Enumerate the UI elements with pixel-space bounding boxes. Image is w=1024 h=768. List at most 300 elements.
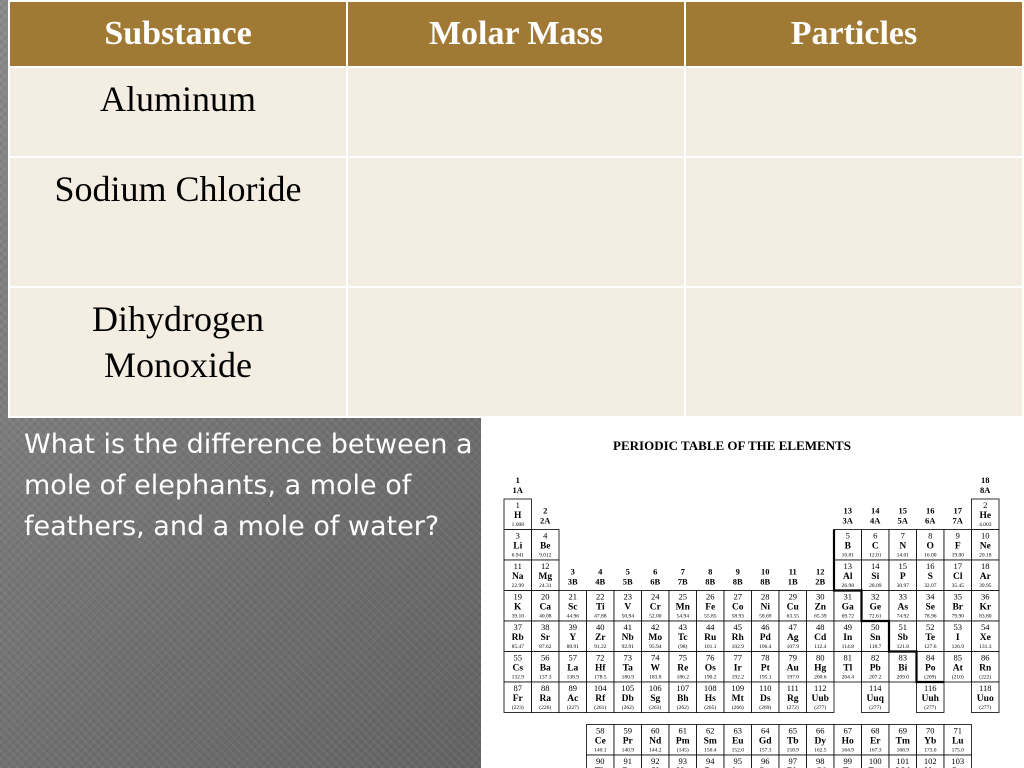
group-label: 8B xyxy=(760,576,771,587)
element-mass: 138.9 xyxy=(566,674,579,681)
element-number: 24 xyxy=(651,591,660,602)
element-symbol: Y xyxy=(569,633,577,643)
element-number: 73 xyxy=(623,652,632,663)
element-symbol: Al xyxy=(843,572,853,582)
element-number: 31 xyxy=(843,591,852,602)
element-mass: (210) xyxy=(951,674,964,681)
element-symbol: Sc xyxy=(568,602,578,613)
element-symbol: Pt xyxy=(760,663,770,674)
element-number: 1 xyxy=(515,500,520,510)
element-number: 53 xyxy=(953,622,962,632)
element-mass: (277) xyxy=(814,705,827,711)
element-symbol: Br xyxy=(952,602,964,613)
element-symbol: Xe xyxy=(979,633,991,643)
element-mass: 112.4 xyxy=(814,644,827,650)
header-substance: Substance xyxy=(9,1,347,67)
element-symbol: Ba xyxy=(539,663,551,674)
element-mass: 19.00 xyxy=(951,552,964,559)
element-symbol: Er xyxy=(869,736,881,747)
element-number: 26 xyxy=(706,591,715,602)
element-number: 64 xyxy=(761,725,770,736)
element-symbol: As xyxy=(897,602,909,613)
element-number: 70 xyxy=(926,725,935,736)
element-number: 61 xyxy=(678,725,687,736)
element-number: 12 xyxy=(541,561,550,571)
element-mass: 173.0 xyxy=(924,747,937,754)
element-number: 59 xyxy=(623,725,632,736)
group-label: 4B xyxy=(595,576,606,587)
element-number: 20 xyxy=(541,591,550,602)
element-number: 75 xyxy=(678,652,687,663)
element-symbol: Hs xyxy=(704,694,716,704)
element-symbol: K xyxy=(514,602,522,613)
group-label: 5B xyxy=(622,576,633,587)
element-mass: (277) xyxy=(979,705,992,711)
element-number: 6 xyxy=(873,530,878,541)
element-symbol: Sn xyxy=(869,633,881,643)
element-mass: 209.0 xyxy=(896,674,909,681)
element-symbol: Tb xyxy=(786,736,799,747)
element-number: 114 xyxy=(869,683,882,693)
element-number: 111 xyxy=(786,683,799,693)
element-number: 108 xyxy=(703,683,717,693)
element-symbol: Ar xyxy=(979,572,991,582)
element-symbol: Au xyxy=(786,663,799,674)
element-number: 71 xyxy=(953,725,962,736)
element-mass: 39.95 xyxy=(979,583,992,589)
element-mass: 26.98 xyxy=(841,583,854,589)
element-mass: 50.94 xyxy=(621,613,634,620)
element-symbol: Cu xyxy=(786,602,799,613)
element-mass: 200.6 xyxy=(814,674,827,681)
element-number: 43 xyxy=(678,622,687,632)
element-number: 89 xyxy=(568,683,577,693)
element-mass: 186.2 xyxy=(676,674,689,681)
element-number: 69 xyxy=(898,725,907,736)
element-symbol: Zr xyxy=(594,633,606,643)
element-mass: 157.3 xyxy=(759,747,772,754)
element-number: 51 xyxy=(898,622,907,632)
element-symbol: Db xyxy=(621,694,634,704)
element-number: 44 xyxy=(706,622,715,632)
element-mass: 175.0 xyxy=(951,747,964,754)
element-number: 104 xyxy=(593,683,607,693)
element-number: 82 xyxy=(871,652,880,663)
element-number: 79 xyxy=(788,652,797,663)
element-mass: 58.93 xyxy=(731,613,744,620)
element-number: 93 xyxy=(678,756,687,766)
data-table xyxy=(8,0,1024,418)
element-number: 57 xyxy=(568,652,577,663)
element-mass: 192.2 xyxy=(731,674,744,681)
element-number: 9 xyxy=(955,530,960,541)
element-mass: (223) xyxy=(511,705,524,711)
element-symbol: Tc xyxy=(677,633,688,643)
element-number: 88 xyxy=(541,683,550,693)
element-mass: 14.01 xyxy=(896,552,909,559)
element-number: 28 xyxy=(761,591,770,602)
element-symbol: Uuo xyxy=(976,694,994,704)
element-symbol: Mn xyxy=(675,602,690,613)
element-mass: 140.1 xyxy=(594,747,607,754)
group-label: 5 xyxy=(625,566,630,577)
element-mass: (98) xyxy=(678,644,688,650)
element-symbol: Ga xyxy=(841,602,854,613)
element-symbol: Bh xyxy=(676,694,689,704)
element-number: 3 xyxy=(515,530,520,541)
element-mass: 132.9 xyxy=(511,674,524,681)
element-symbol: Yb xyxy=(924,736,937,747)
element-symbol: At xyxy=(952,663,963,674)
element-mass: 74.92 xyxy=(896,613,909,620)
element-mass: (261) xyxy=(594,705,607,711)
element-mass: (263) xyxy=(649,705,662,711)
element-number: 35 xyxy=(953,591,962,602)
group-label: 2A xyxy=(540,515,551,526)
element-symbol: Rh xyxy=(731,633,744,643)
element-symbol: In xyxy=(843,633,853,643)
element-symbol: Be xyxy=(539,541,551,552)
element-mass: (226) xyxy=(539,705,552,711)
element-mass: 144.2 xyxy=(649,747,662,754)
element-mass: 197.0 xyxy=(786,674,799,681)
group-label: 8 xyxy=(708,566,713,577)
element-symbol: Si xyxy=(871,572,880,582)
element-mass: 150.4 xyxy=(704,747,717,754)
element-number: 94 xyxy=(706,756,715,766)
element-mass: 140.9 xyxy=(621,747,634,754)
element-number: 78 xyxy=(761,652,770,663)
group-label: 1 xyxy=(515,475,520,485)
element-symbol: Dy xyxy=(814,736,827,747)
element-mass: 83.80 xyxy=(979,613,992,620)
group-label: 8B xyxy=(705,576,716,587)
element-symbol: Se xyxy=(925,602,935,613)
periodic-table-title: PERIODIC TABLE OF THE ELEMENTS xyxy=(613,438,851,453)
element-number: 118 xyxy=(979,683,992,693)
element-number: 92 xyxy=(651,756,660,766)
element-number: 46 xyxy=(761,622,770,632)
element-mass: 88.91 xyxy=(566,644,579,650)
group-label: 8B xyxy=(732,576,743,587)
element-number: 67 xyxy=(843,725,852,736)
molar-mass-cell xyxy=(347,67,685,157)
element-symbol: Pd xyxy=(759,633,771,643)
element-mass: (277) xyxy=(869,705,882,711)
group-label: 18 xyxy=(981,475,990,485)
element-number: 22 xyxy=(596,591,605,602)
element-number: 97 xyxy=(788,756,797,766)
element-number: 15 xyxy=(898,561,907,571)
element-mass: 101.1 xyxy=(704,644,717,650)
element-mass: 85.47 xyxy=(511,644,524,650)
element-number: 81 xyxy=(843,652,852,663)
element-number: 36 xyxy=(981,591,990,602)
group-label: 1A xyxy=(512,485,523,495)
element-symbol: Mg xyxy=(538,572,553,582)
element-symbol: O xyxy=(926,541,934,552)
element-number: 58 xyxy=(596,725,605,736)
element-symbol: Sb xyxy=(897,633,909,643)
element-mass: 54.94 xyxy=(676,613,689,620)
element-number: 74 xyxy=(651,652,660,663)
element-mass: 78.96 xyxy=(924,613,937,620)
group-label: 1B xyxy=(787,576,798,587)
element-symbol: Ag xyxy=(786,633,799,643)
element-number: 60 xyxy=(651,725,660,736)
element-symbol: Ne xyxy=(979,541,991,552)
element-mass: 22.99 xyxy=(511,583,524,589)
element-symbol: Ta xyxy=(622,663,633,674)
element-number: 27 xyxy=(733,591,742,602)
element-mass: 65.39 xyxy=(814,613,827,620)
element-mass: 168.9 xyxy=(896,747,909,754)
group-label: 3B xyxy=(567,576,578,587)
element-mass: 204.4 xyxy=(841,674,854,681)
element-mass: 106.4 xyxy=(759,644,772,650)
element-number: 17 xyxy=(953,561,962,571)
element-mass: 44.96 xyxy=(566,613,579,620)
element-symbol: P xyxy=(899,572,906,582)
element-number: 38 xyxy=(541,622,550,632)
element-mass: 6.941 xyxy=(511,552,524,559)
element-number: 47 xyxy=(788,622,797,632)
group-label: 9 xyxy=(735,566,740,577)
element-number: 29 xyxy=(788,591,797,602)
element-symbol: Ge xyxy=(869,602,882,613)
element-symbol: Rf xyxy=(595,694,606,704)
element-mass: (145) xyxy=(676,747,689,754)
element-symbol: Pb xyxy=(869,663,881,674)
element-number: 10 xyxy=(981,530,990,541)
group-label: 12 xyxy=(816,566,825,577)
element-number: 98 xyxy=(816,756,825,766)
element-number: 99 xyxy=(843,756,852,766)
element-symbol: Nb xyxy=(621,633,634,643)
element-number: 4 xyxy=(543,530,548,541)
element-symbol: Ds xyxy=(759,694,771,704)
particles-cell xyxy=(685,67,1023,157)
element-mass: 92.91 xyxy=(621,644,634,650)
table-row xyxy=(9,67,1023,157)
element-mass: 183.8 xyxy=(649,674,662,681)
element-symbol: Ce xyxy=(594,736,606,747)
element-number: 19 xyxy=(513,591,522,602)
element-mass: 24.31 xyxy=(539,583,552,589)
element-number: 33 xyxy=(898,591,907,602)
element-number: 76 xyxy=(706,652,715,663)
element-symbol: Ra xyxy=(539,694,552,704)
particles-cell xyxy=(685,157,1023,287)
element-mass: 91.22 xyxy=(594,644,607,650)
element-mass: (272) xyxy=(786,705,799,711)
element-symbol: Fr xyxy=(512,694,523,704)
element-mass: 30.97 xyxy=(896,583,909,589)
element-number: 5 xyxy=(845,530,850,541)
element-number: 86 xyxy=(981,652,990,663)
element-number: 103 xyxy=(951,756,965,766)
element-symbol: Ir xyxy=(733,663,742,674)
element-symbol: Cs xyxy=(512,663,524,674)
element-symbol: Ca xyxy=(539,602,552,613)
element-number: 62 xyxy=(706,725,715,736)
element-number: 18 xyxy=(981,561,990,571)
element-number: 2 xyxy=(983,500,988,510)
element-number: 45 xyxy=(733,622,742,632)
group-label: 7B xyxy=(677,576,688,587)
molar-mass-cell xyxy=(347,287,685,417)
element-mass: 47.88 xyxy=(594,613,607,620)
element-mass: 114.8 xyxy=(841,644,854,650)
element-symbol: Na xyxy=(511,572,524,582)
element-number: 84 xyxy=(926,652,935,663)
element-number: 50 xyxy=(871,622,880,632)
table-header-row xyxy=(9,1,1023,67)
group-label: 4A xyxy=(870,515,881,526)
question-text: What is the difference between a mole of elephants, a mole of feathers, and a mole of water? xyxy=(24,429,473,542)
particles-cell xyxy=(685,287,1023,417)
element-symbol: Te xyxy=(925,633,936,643)
element-number: 48 xyxy=(816,622,825,632)
element-mass: 126.9 xyxy=(951,644,964,650)
element-mass: 102.9 xyxy=(731,644,744,650)
group-label: 10 xyxy=(761,566,770,577)
group-label: 8A xyxy=(980,485,991,495)
element-number: 52 xyxy=(926,622,935,632)
element-number: 63 xyxy=(733,725,742,736)
element-number: 39 xyxy=(568,622,577,632)
element-symbol: Pm xyxy=(675,736,690,747)
element-mass: 79.90 xyxy=(951,613,964,620)
periodic-table-graphic xyxy=(481,418,1024,768)
element-number: 106 xyxy=(648,683,662,693)
element-symbol: Gd xyxy=(758,736,772,747)
element-symbol: Sg xyxy=(650,694,661,704)
element-symbol: Lu xyxy=(951,736,964,747)
element-mass: 190.2 xyxy=(704,674,717,681)
element-mass: 10.81 xyxy=(841,552,854,559)
element-mass: 63.55 xyxy=(786,613,799,620)
element-symbol: Eu xyxy=(731,736,744,747)
group-label: 16 xyxy=(926,505,935,516)
element-number: 42 xyxy=(651,622,660,632)
element-symbol: V xyxy=(624,602,632,613)
element-mass: (262) xyxy=(676,705,689,711)
element-number: 66 xyxy=(816,725,825,736)
element-symbol: He xyxy=(979,511,992,521)
element-number: 34 xyxy=(926,591,935,602)
element-symbol: Bi xyxy=(898,663,908,674)
element-mass: 137.3 xyxy=(539,674,552,681)
element-number: 49 xyxy=(843,622,852,632)
element-number: 96 xyxy=(761,756,770,766)
element-symbol: Rg xyxy=(786,694,799,704)
element-number: 101 xyxy=(896,756,910,766)
element-number: 116 xyxy=(924,683,937,693)
element-number: 30 xyxy=(816,591,825,602)
element-symbol: Rn xyxy=(979,663,992,674)
periodic-table-image xyxy=(481,418,1024,768)
element-symbol: Tl xyxy=(843,663,853,674)
element-mass: (227) xyxy=(566,705,579,711)
table-row xyxy=(9,287,1023,417)
element-mass: 158.9 xyxy=(786,747,799,754)
element-mass: 35.45 xyxy=(951,583,964,589)
element-symbol: Li xyxy=(513,541,523,552)
element-mass: 32.07 xyxy=(924,583,937,589)
element-symbol: B xyxy=(844,541,851,552)
element-symbol: I xyxy=(955,633,960,643)
element-number: 25 xyxy=(678,591,687,602)
element-mass: 9.012 xyxy=(539,552,552,559)
element-mass: 4.003 xyxy=(979,522,992,528)
element-number: 91 xyxy=(623,756,632,766)
element-number: 90 xyxy=(596,756,605,766)
element-mass: 1.008 xyxy=(511,522,524,528)
element-mass: (277) xyxy=(924,705,937,711)
element-symbol: Fe xyxy=(705,602,716,613)
group-label: 14 xyxy=(871,505,880,516)
group-label: 3 xyxy=(570,566,575,577)
element-symbol: Rb xyxy=(511,633,524,643)
element-number: 83 xyxy=(898,652,907,663)
element-symbol: Uuh xyxy=(921,694,939,704)
header-particles: Particles xyxy=(685,1,1023,67)
element-symbol: Cl xyxy=(953,572,963,582)
element-mass: (265) xyxy=(704,705,717,711)
element-mass: (266) xyxy=(731,705,744,711)
element-number: 95 xyxy=(733,756,742,766)
group-label: 7 xyxy=(680,566,685,577)
group-label: 5A xyxy=(897,515,908,526)
group-label: 15 xyxy=(898,505,907,516)
element-symbol: C xyxy=(871,541,879,552)
element-mass: 127.6 xyxy=(924,644,937,650)
element-mass: 118.7 xyxy=(869,644,882,650)
element-symbol: Ti xyxy=(595,602,605,613)
element-mass: (222) xyxy=(979,674,992,681)
group-label: 6 xyxy=(653,566,658,577)
element-mass: 16.00 xyxy=(924,552,937,559)
group-label: 2 xyxy=(543,505,548,516)
group-label: 4 xyxy=(598,566,603,577)
element-mass: 28.09 xyxy=(869,583,882,589)
element-number: 16 xyxy=(926,561,935,571)
element-symbol: H xyxy=(514,511,522,521)
element-symbol: S xyxy=(927,572,933,582)
element-symbol: Ru xyxy=(704,633,717,643)
element-mass: 121.8 xyxy=(896,644,909,650)
element-number: 8 xyxy=(928,530,933,541)
element-mass: 178.5 xyxy=(594,674,607,681)
element-mass: 52.00 xyxy=(649,613,662,620)
element-mass: 72.61 xyxy=(869,613,882,620)
element-number: 65 xyxy=(788,725,797,736)
element-symbol: Cr xyxy=(649,602,661,613)
element-number: 112 xyxy=(814,683,827,693)
element-mass: (269) xyxy=(759,705,772,711)
element-mass: 195.1 xyxy=(759,674,772,681)
element-mass: 164.9 xyxy=(841,747,854,754)
element-mass: 69.72 xyxy=(841,613,854,620)
substance-cell: Sodium Chloride xyxy=(9,157,347,287)
element-symbol: Hg xyxy=(814,663,827,674)
element-number: 14 xyxy=(871,561,880,571)
element-symbol: W xyxy=(650,663,660,674)
element-number: 100 xyxy=(868,756,882,766)
molar-mass-cell xyxy=(347,157,685,287)
element-symbol: F xyxy=(954,541,961,552)
